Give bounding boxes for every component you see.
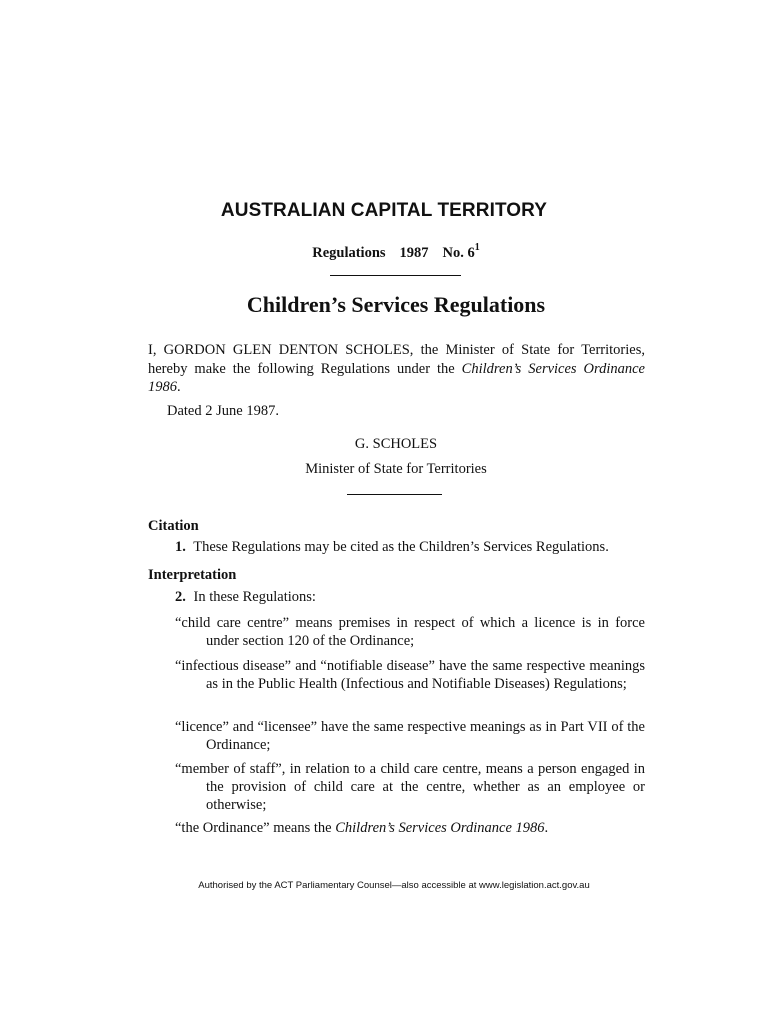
enactment-text: I, GORDON GLEN DENTON SCHOLES, the Minister of State for Territories, hereby make the following Regulations under the bbox=[148, 342, 645, 377]
definition-ordinance-name: Children’s Services Ordinance 1986 bbox=[335, 820, 545, 836]
section-1-number: 1. bbox=[175, 539, 186, 555]
enactment-period: . bbox=[177, 379, 181, 395]
title-rule-top bbox=[330, 275, 461, 276]
regulation-year: 1987 bbox=[399, 244, 429, 261]
definition-ordinance-text: “the Ordinance” means the bbox=[175, 820, 336, 836]
signer-name: G. SCHOLES bbox=[354, 436, 438, 452]
section-1-text: These Regulations may be cited as the Children’s Services Regulations. bbox=[193, 539, 609, 555]
signer-office: Minister of State for Territories bbox=[305, 461, 487, 477]
authorisation-footer: Authorised by the ACT Parliamentary Counsel—also accessible at www.legislation.act.gov.au bbox=[198, 880, 590, 891]
definition-infectious-disease: “infectious disease” and “notifiable disease” have the same respective meanings as in the Public Health (Infectious and Notifiable Diseases) Regulations; bbox=[175, 658, 645, 692]
section-2-text: In these Regulations: bbox=[193, 589, 316, 605]
dated-line: Dated 2 June 1987. bbox=[167, 403, 279, 419]
section-heading-interpretation: Interpretation bbox=[148, 567, 237, 583]
footnote-marker: 1 bbox=[474, 242, 480, 253]
section-2-number: 2. bbox=[175, 589, 186, 605]
definition-licence: “licence” and “licensee” have the same respective meanings as in Part VII of the Ordinance; bbox=[175, 719, 645, 753]
definition-member-of-staff: “member of staff”, in relation to a child care centre, means a person engaged in the provision of child care at the centre, whether as an employee or otherwise; bbox=[175, 761, 645, 813]
definition-the-ordinance bbox=[175, 819, 645, 837]
document-title: Children’s Services Regulations bbox=[246, 292, 546, 317]
enactment-ordinance-name: Children’s Services Ordinance 1986 bbox=[148, 360, 645, 395]
regulation-number: No. 6 bbox=[442, 244, 475, 261]
jurisdiction-heading: AUSTRALIAN CAPITAL TERRITORY bbox=[220, 200, 548, 221]
signature-rule bbox=[347, 494, 442, 495]
regulations-label: Regulations bbox=[312, 244, 386, 261]
definition-ordinance-period: . bbox=[544, 820, 549, 836]
regulation-number-line bbox=[0, 243, 768, 262]
definition-child-care-centre: “child care centre” means premises in respect of which a licence is in force under section 120 of the Ordinance; bbox=[175, 615, 645, 649]
section-2 bbox=[175, 589, 316, 606]
section-heading-citation: Citation bbox=[148, 518, 199, 534]
enactment-clause bbox=[148, 341, 645, 397]
section-1 bbox=[175, 539, 609, 556]
